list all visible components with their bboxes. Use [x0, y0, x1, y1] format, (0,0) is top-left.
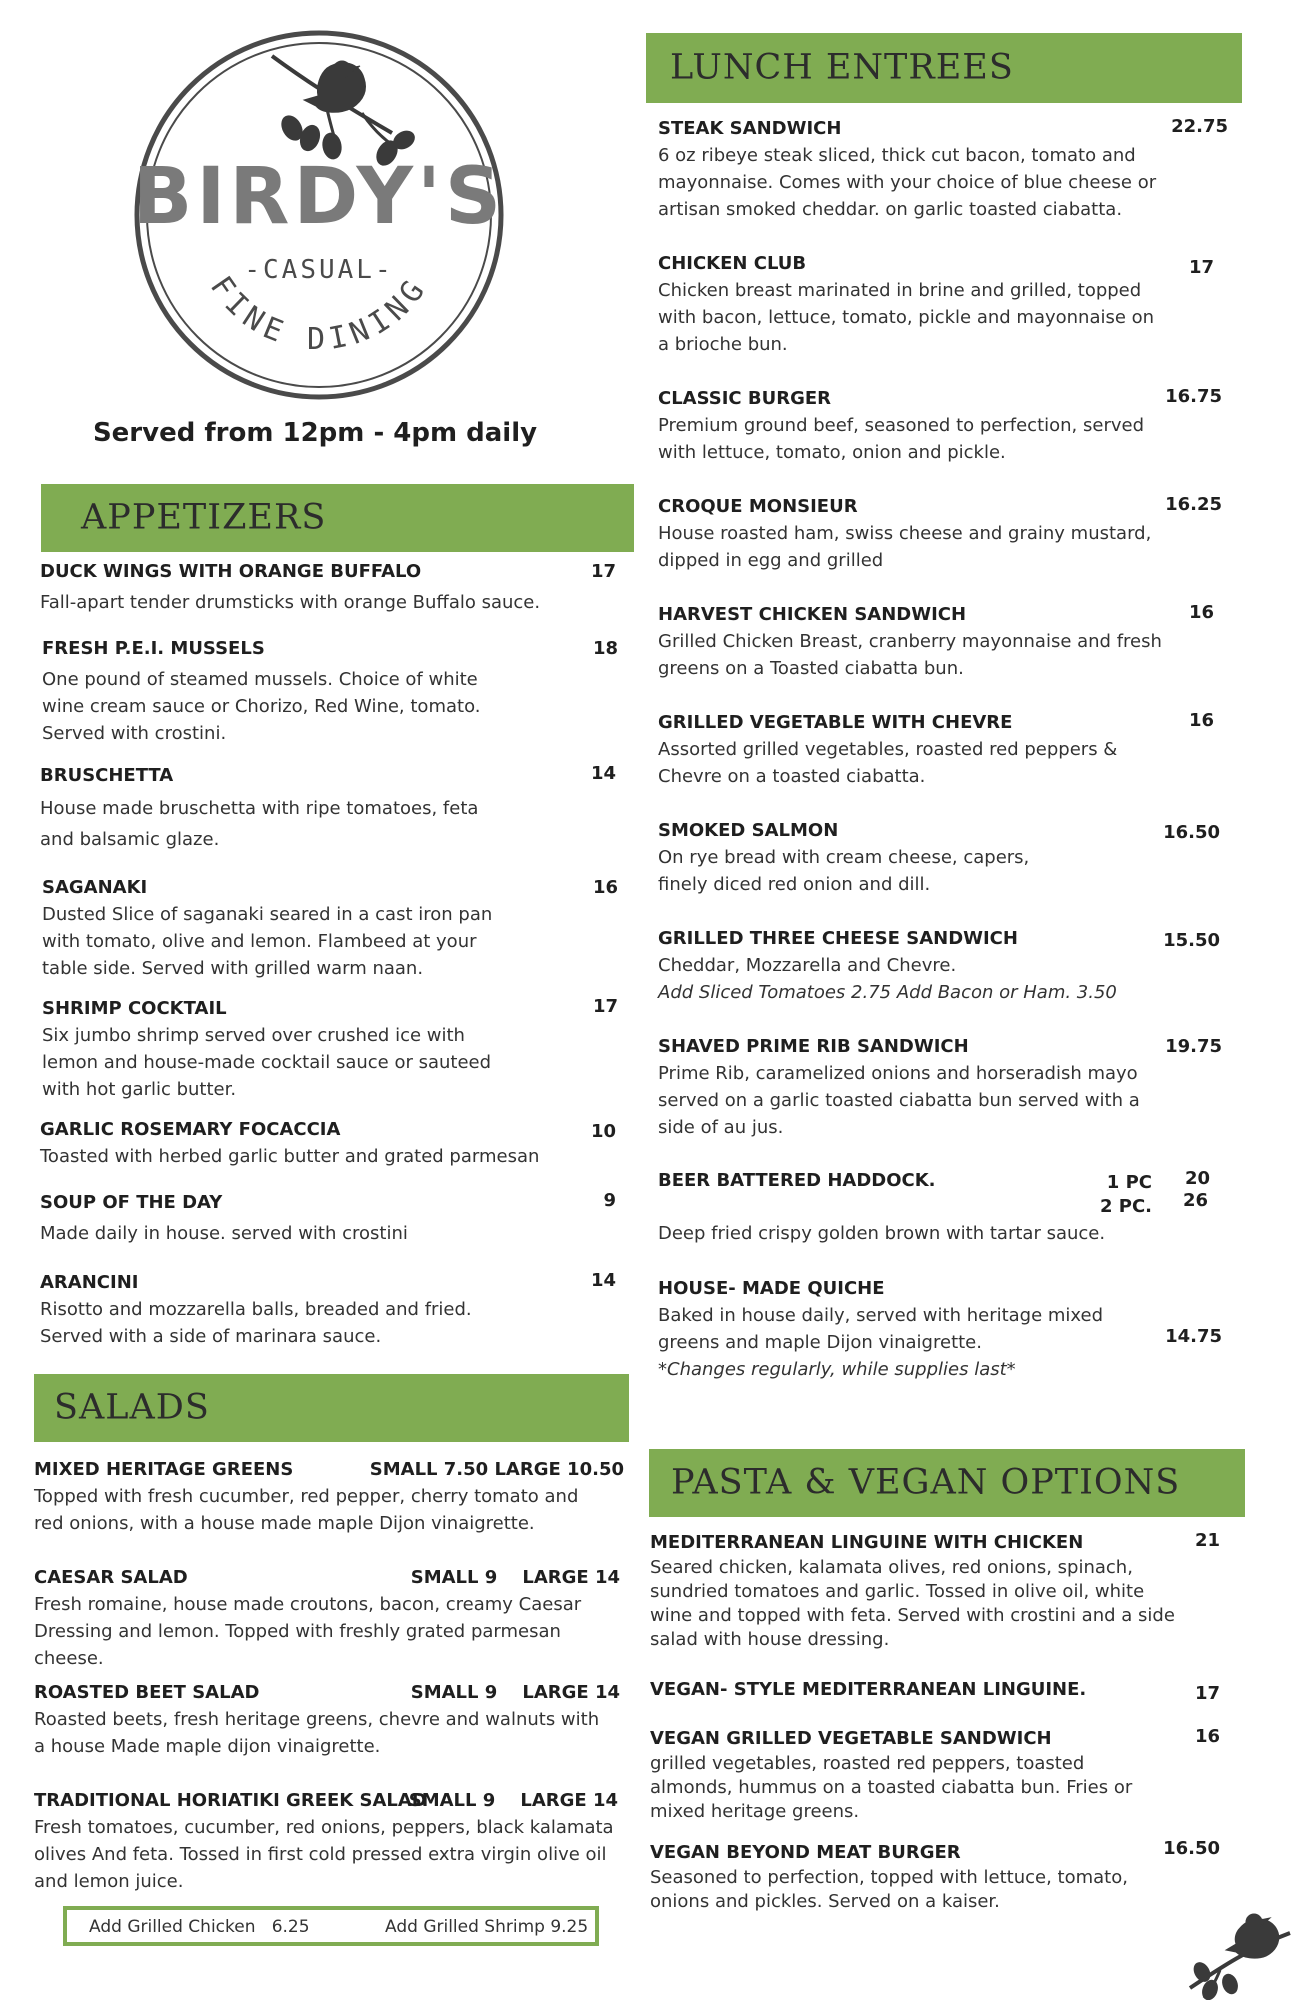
item-price: 16 [1188, 602, 1214, 623]
lunch-item [658, 386, 1228, 466]
item-note: Add Sliced Tomatoes 2.75 Add Bacon or Ham. 3.50 [658, 982, 1117, 1003]
appetizer-item [42, 636, 620, 747]
item-description: Six jumbo shrimp served over crushed ice with lemon and house-made cocktail sauce or sauteed with hot garlic butter. [42, 1025, 492, 1100]
item-description: Prime Rib, caramelized onions and horseradish mayo served on a garlic toasted ciabatta bun served with a side of au jus. [658, 1063, 1140, 1138]
logo-badge [132, 28, 506, 402]
lunch-item [658, 602, 1228, 682]
item-name: HOUSE- MADE QUICHE [658, 1278, 885, 1299]
item-name: BEER BATTERED HADDOCK. [658, 1170, 936, 1191]
item-name: GRILLED VEGETABLE WITH CHEVRE [658, 712, 1013, 733]
item-price: 18 [592, 638, 618, 659]
logo-tagline-dining: FINE DINING [202, 270, 436, 358]
item-description: On rye bread with cream cheese, capers, finely diced red onion and dill. [658, 847, 1030, 895]
item-description: Grilled Chicken Breast, cranberry mayonnaise and fresh greens on a Toasted ciabatta bun. [658, 631, 1162, 679]
item-price: 19.75 [1165, 1036, 1222, 1057]
appetizer-item [40, 559, 620, 616]
item-description: Baked in house daily, served with heritage mixed greens and maple Dijon vinaigrette. [658, 1305, 1104, 1353]
item-description: Fresh romaine, house made croutons, bacon, creamy Caesar Dressing and lemon. Topped with freshly grated parmesan cheese. [34, 1594, 582, 1669]
pasta-item [650, 1530, 1226, 1652]
item-note: *Changes regularly, while supplies last* [658, 1359, 1016, 1380]
item-price: 14 [590, 763, 616, 784]
item-price: 14 [590, 1270, 616, 1291]
appetizer-item [42, 996, 620, 1103]
item-name: SAGANAKI [42, 877, 148, 898]
item-size-small: 1 PC [1106, 1172, 1152, 1193]
item-description: Made daily in house. served with crostini [40, 1223, 408, 1244]
item-price: SMALL 9 LARGE 14 [410, 1567, 620, 1588]
salad-addons-box [63, 1906, 599, 1946]
item-name: CAESAR SALAD [34, 1567, 188, 1588]
item-name: DUCK WINGS WITH ORANGE BUFFALO [40, 561, 422, 582]
item-price-2pc: 26 [1182, 1190, 1208, 1211]
pasta-item [650, 1840, 1226, 1914]
item-price: 15.50 [1163, 930, 1220, 951]
item-description: Risotto and mozzarella balls, breaded and fried. Served with a side of marinara sauce. [40, 1299, 472, 1347]
item-description: Dusted Slice of saganaki seared in a cast iron pan with tomato, olive and lemon. Flambeed at your table side. Served with grilled warm naan. [42, 904, 493, 979]
item-name: SHAVED PRIME RIB SANDWICH [658, 1036, 969, 1057]
lunch-item [658, 494, 1228, 574]
appetizer-item [40, 1190, 620, 1247]
item-name: GRILLED THREE CHEESE SANDWICH [658, 928, 1018, 949]
pasta-item [650, 1726, 1226, 1824]
item-price: 16.75 [1165, 386, 1222, 407]
item-description: Assorted grilled vegetables, roasted red peppers & Chevre on a toasted ciabatta. [658, 739, 1118, 787]
item-name: STEAK SANDWICH [658, 118, 842, 139]
lunch-item [658, 926, 1228, 1006]
lunch-item [658, 710, 1228, 790]
item-description: Toasted with herbed garlic butter and grated parmesan [40, 1146, 540, 1167]
salad-item [34, 1457, 626, 1537]
pasta-vegan-header [649, 1449, 1245, 1517]
salads-title: SALADS [54, 1387, 210, 1428]
item-name: CROQUE MONSIEUR [658, 496, 858, 517]
item-price: 17 [1194, 1683, 1220, 1704]
appetizer-item [40, 763, 620, 855]
addon-shrimp: Add Grilled Shrimp 9.25 [385, 1917, 589, 1937]
item-description: Cheddar, Mozzarella and Chevre. [658, 955, 957, 976]
service-hours: Served from 12pm - 4pm daily [92, 418, 538, 448]
appetizer-item [40, 1117, 620, 1170]
item-description: House made bruschetta with ripe tomatoes, feta and balsamic glaze. [40, 798, 479, 850]
item-price: 22.75 [1171, 116, 1228, 137]
item-name: VEGAN BEYOND MEAT BURGER [650, 1842, 961, 1863]
item-price: 16 [592, 877, 618, 898]
appetizer-item [40, 1270, 620, 1350]
item-description: Deep fried crispy golden brown with tartar sauce. [658, 1223, 1106, 1244]
item-description: Chicken breast marinated in brine and grilled, topped with bacon, lettuce, tomato, pickle and mayonnaise on a brioche bun. [658, 280, 1155, 355]
logo [132, 28, 506, 402]
item-price: 17 [590, 561, 616, 582]
item-description: One pound of steamed mussels. Choice of white wine cream sauce or Chorizo, Red Wine, tomato. Served with crostini. [42, 669, 481, 744]
lunch-item [658, 251, 1228, 358]
item-name: SHRIMP COCKTAIL [42, 998, 227, 1019]
logo-tagline-casual: -CASUAL- [244, 255, 394, 285]
item-price: 9 [603, 1190, 616, 1211]
item-name: VEGAN- STYLE MEDITERRANEAN LINGUINE. [650, 1679, 1087, 1700]
item-description: Fall-apart tender drumsticks with orange Buffalo sauce. [40, 592, 541, 613]
lunch-entrees-header [646, 33, 1242, 103]
item-price: 10 [590, 1121, 616, 1142]
item-price: 16 [1194, 1726, 1220, 1747]
appetizers-title: APPETIZERS [81, 497, 327, 538]
item-name: SMOKED SALMON [658, 820, 839, 841]
addon-chicken: Add Grilled Chicken 6.25 [89, 1917, 310, 1937]
item-name: GARLIC ROSEMARY FOCACCIA [40, 1119, 341, 1140]
salad-item [34, 1565, 626, 1672]
item-description: Seasoned to perfection, topped with lettuce, tomato, onions and pickles. Served on a kaiser. [650, 1867, 1128, 1912]
item-name: VEGAN GRILLED VEGETABLE SANDWICH [650, 1728, 1052, 1749]
lunch-item [658, 818, 1228, 898]
pasta-vegan-title: PASTA & VEGAN OPTIONS [671, 1462, 1181, 1503]
item-name: ARANCINI [40, 1272, 139, 1293]
appetizers-header [41, 484, 634, 552]
item-price: 16 [1188, 710, 1214, 731]
item-description: Topped with fresh cucumber, red pepper, cherry tomato and red onions, with a house made maple Dijon vinaigrette. [34, 1486, 579, 1534]
item-price: 17 [592, 996, 618, 1017]
item-price: 17 [1188, 257, 1214, 278]
logo-name: BIRDY'S [132, 152, 506, 242]
lunch-item [658, 1168, 1228, 1248]
appetizer-item [42, 875, 620, 982]
pasta-item [650, 1677, 1226, 1703]
item-description: grilled vegetables, roasted red peppers, toasted almonds, hummus on a toasted ciabatta bun. Fries or mixed heritage greens. [650, 1753, 1133, 1822]
item-name: CHICKEN CLUB [658, 253, 807, 274]
salads-header [34, 1374, 629, 1442]
item-name: ROASTED BEET SALAD [34, 1682, 260, 1703]
bird-branch-corner-icon [1180, 1898, 1294, 2000]
item-size-large: 2 PC. [1099, 1196, 1152, 1217]
item-description: 6 oz ribeye steak sliced, thick cut bacon, tomato and mayonnaise. Comes with your choice of blue cheese or artisan smoked cheddar. on garlic toasted ciabatta. [658, 145, 1157, 220]
item-name: SOUP OF THE DAY [40, 1192, 223, 1213]
item-price-1pc: 20 [1184, 1168, 1210, 1189]
item-description: Seared chicken, kalamata olives, red onions, spinach, sundried tomatoes and garlic. Tossed in olive oil, white wine and topped with feta. Served with crostini and a side salad with house dressing. [650, 1557, 1175, 1650]
salad-item [34, 1788, 626, 1895]
lunch-item [658, 1276, 1228, 1383]
item-name: TRADITIONAL HORIATIKI GREEK SALAD [34, 1790, 427, 1811]
lunch-item [658, 1034, 1228, 1141]
item-name: FRESH P.E.I. MUSSELS [42, 638, 265, 659]
item-name: MIXED HERITAGE GREENS [34, 1459, 294, 1480]
item-price: 21 [1194, 1530, 1220, 1551]
item-price: 14.75 [1165, 1326, 1222, 1347]
item-name: CLASSIC BURGER [658, 388, 832, 409]
item-price: 16.50 [1163, 1838, 1220, 1859]
item-description: Fresh tomatoes, cucumber, red onions, peppers, black kalamata olives And feta. Tossed in first cold pressed extra virgin olive oil and lemon juice. [34, 1817, 614, 1892]
item-price: 16.50 [1163, 822, 1220, 843]
item-price: SMALL 9 LARGE 14 [408, 1790, 618, 1811]
item-name: BRUSCHETTA [40, 765, 174, 786]
item-description: Roasted beets, fresh heritage greens, chevre and walnuts with a house Made maple dijon vinaigrette. [34, 1709, 600, 1757]
item-description: Premium ground beef, seasoned to perfection, served with lettuce, tomato, onion and pickle. [658, 415, 1145, 463]
item-price: 16.25 [1165, 494, 1222, 515]
item-name: MEDITERRANEAN LINGUINE WITH CHICKEN [650, 1532, 1084, 1553]
lunch-item [658, 116, 1228, 223]
item-description: House roasted ham, swiss cheese and grainy mustard, dipped in egg and grilled [658, 523, 1152, 571]
item-name: HARVEST CHICKEN SANDWICH [658, 604, 967, 625]
lunch-entrees-title: LUNCH ENTREES [670, 47, 1014, 88]
item-price: SMALL 9 LARGE 14 [410, 1682, 620, 1703]
salad-item [34, 1680, 626, 1760]
item-price: SMALL 7.50 LARGE 10.50 [369, 1459, 624, 1480]
